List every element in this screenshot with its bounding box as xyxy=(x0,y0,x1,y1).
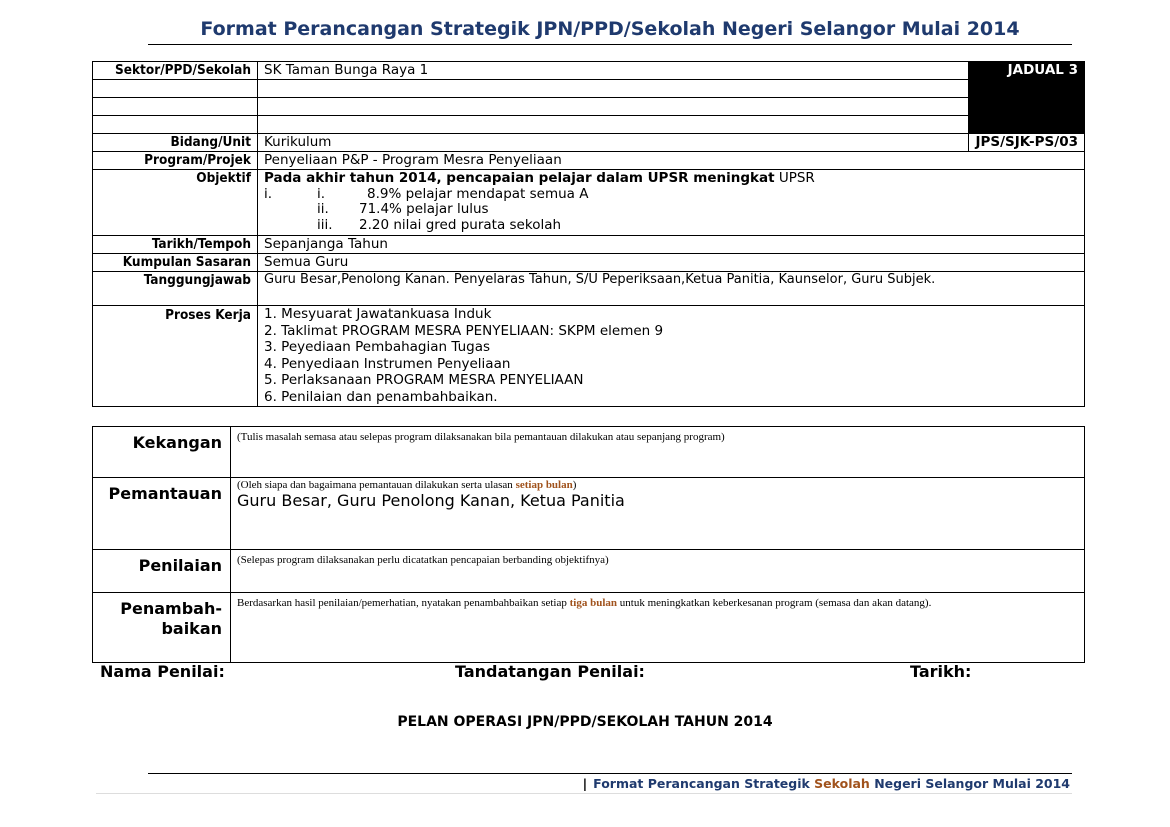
program-value: Penyeliaan P&P - Program Mesra Penyeliaan xyxy=(258,152,1085,170)
nama-penilai-label: Nama Penilai: xyxy=(100,662,225,681)
tanggungjawab-value: Guru Besar,Penolong Kanan. Penyelaras Tahun, S/U Peperiksaan,Ketua Panitia, Kaunselor, Guru Subjek. xyxy=(258,272,1085,306)
proses-list xyxy=(258,306,1085,407)
objektif-item: i. i. 8.9% pelajar mendapat semua A xyxy=(264,185,589,202)
evaluation-table xyxy=(92,426,1085,663)
tarikh-label: Tarikh/Tempoh xyxy=(93,236,258,254)
footer-rule-light xyxy=(96,793,1072,794)
penilaian-field[interactable] xyxy=(231,550,1085,593)
pemantauan-field[interactable]: (Oleh siapa dan bagaimana pemantauan dilakukan serta ulasan setiap bulan) Guru Besar, Guru Penolong Kanan, Ketua Panitia xyxy=(231,478,1085,550)
pemantauan-label: Pemantauan xyxy=(93,478,231,550)
pemantauan-value: Guru Besar, Guru Penolong Kanan, Ketua Panitia xyxy=(237,491,625,510)
program-label: Program/Projek xyxy=(93,152,258,170)
strategic-plan-table xyxy=(92,61,1085,407)
proses-item: 6. Penilaian dan penambahbaikan. xyxy=(264,388,498,405)
objektif-label: Objektif xyxy=(93,170,258,236)
tarikh-value: Sepanjanga Tahun xyxy=(258,236,1085,254)
bidang-label: Bidang/Unit xyxy=(93,134,258,152)
tandatangan-penilai-label: Tandatangan Penilai: xyxy=(455,662,645,681)
empty-value-1 xyxy=(258,80,969,98)
sektor-label: Sektor/PPD/Sekolah xyxy=(93,62,258,80)
tanggungjawab-label: Tanggungjawab xyxy=(93,272,258,306)
tiga-bulan-highlight: tiga bulan xyxy=(569,597,618,609)
bidang-value: Kurikulum xyxy=(258,134,969,152)
empty-label-1 xyxy=(93,80,258,98)
document-code: JPS/SJK-PS/03 xyxy=(969,134,1085,152)
penambahbaikan-label: Penambah- baikan xyxy=(93,593,231,663)
objektif-item: ii. 71.4% pelajar lulus xyxy=(317,201,489,217)
objektif-tail: UPSR xyxy=(774,170,815,186)
sektor-value: SK Taman Bunga Raya 1 xyxy=(258,62,969,80)
proses-item: 5. Perlaksanaan PROGRAM MESRA PENYELIAAN xyxy=(264,372,584,389)
footer-text: | Format Perancangan Strategik Sekolah Negeri Selangor Mulai 2014 xyxy=(582,776,1070,791)
proses-item: 1. Mesyuarat Jawatankuasa Induk xyxy=(264,306,492,322)
kumpulan-value: Semua Guru xyxy=(258,254,1085,272)
jadual-badge: JADUAL 3 xyxy=(969,62,1085,134)
document-title: Format Perancangan Strategik JPN/PPD/Sekolah Negeri Selangor Mulai 2014 xyxy=(200,18,1020,40)
tarikh-label-sign: Tarikh: xyxy=(910,662,972,681)
empty-value-2 xyxy=(258,98,969,116)
proses-item: 2. Taklimat PROGRAM MESRA PENYELIAAN: SKPM elemen 9 xyxy=(264,322,664,339)
setiap-bulan-highlight: setiap bulan xyxy=(515,479,573,491)
proses-item: 3. Peyediaan Pembahagian Tugas xyxy=(264,339,490,356)
kekangan-field[interactable] xyxy=(231,427,1085,478)
title-rule xyxy=(148,44,1072,45)
objektif-item: iii. 2.20 nilai gred purata sekolah xyxy=(317,216,562,233)
empty-label-3 xyxy=(93,116,258,134)
kekangan-label: Kekangan xyxy=(93,427,231,478)
objektif-value xyxy=(258,170,1085,236)
empty-label-2 xyxy=(93,98,258,116)
kekangan-note: (Tulis masalah semasa atau selepas program dilaksanakan bila pemantauan dilakukan atau sepanjang program) xyxy=(237,431,725,443)
objektif-statement: Pada akhir tahun 2014, pencapaian pelajar dalam UPSR meningkat xyxy=(264,170,775,186)
empty-value-3 xyxy=(258,116,969,134)
proses-label: Proses Kerja xyxy=(93,306,258,407)
kumpulan-label: Kumpulan Sasaran xyxy=(93,254,258,272)
footer-rule xyxy=(148,773,1072,774)
penambahbaikan-field[interactable]: Berdasarkan hasil penilaian/pemerhatian, nyatakan penambahbaikan setiap tiga bulan untuk meningkatkan keberkesanan program (semasa dan akan datang). xyxy=(231,593,1085,663)
penilaian-label: Penilaian xyxy=(93,550,231,593)
penilaian-note: (Selepas program dilaksanakan perlu dicatatkan pencapaian berbanding objektifnya) xyxy=(237,554,609,566)
pelan-operasi-heading: PELAN OPERASI JPN/PPD/SEKOLAH TAHUN 2014 xyxy=(397,714,773,730)
proses-item: 4. Penyediaan Instrumen Penyeliaan xyxy=(264,355,511,372)
